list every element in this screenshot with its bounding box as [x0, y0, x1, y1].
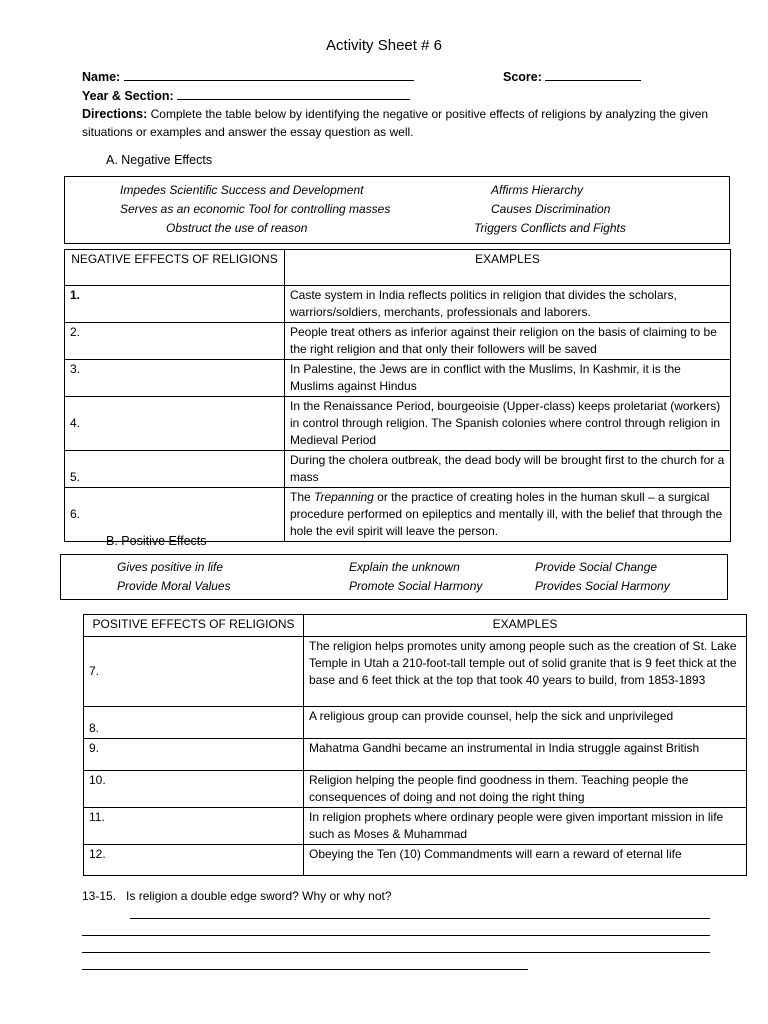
positive-choice: Provide Moral Values	[117, 579, 231, 593]
directions-label: Directions:	[82, 107, 148, 121]
negative-table	[64, 249, 731, 542]
positive-choice: Provide Social Change	[535, 560, 658, 574]
score-row	[503, 67, 641, 84]
table-row	[84, 707, 747, 739]
table-row	[65, 397, 731, 451]
year-section-label: Year & Section:	[82, 89, 174, 103]
row-number: 10.	[89, 773, 106, 787]
example-text: or the practice of creating holes in the human skull – a surgical procedure performed on epileptics and mentally ill, with the belief that through the hole the evil spirit will leave the person.	[290, 490, 723, 538]
row-example: In the Renaissance Period, bourgeoisie (Upper-class) keeps proletariat (workers) in control through religion. The Spanish colonies where control through religion in Medieval Period	[285, 397, 731, 451]
row-number: 2.	[70, 325, 81, 339]
year-section-row	[82, 86, 410, 103]
answer-cell[interactable]	[84, 845, 304, 876]
row-example: The religion helps promotes unity among people such as the creation of St. Lake Temple in Utah a 210-foot-tall temple out of solid granite that is 9 feet thick at the base and 6 feet thick at the top that took 40 years to build, from 1853-1893	[304, 637, 747, 707]
essay-question	[82, 889, 392, 903]
table-header-row	[65, 250, 731, 286]
year-section-field[interactable]	[177, 86, 410, 100]
table-row	[65, 360, 731, 397]
row-example: Caste system in India reflects politics in religion that divides the scholars, warriors/soldiers, merchants, professionals and laborers.	[285, 286, 731, 323]
table-row	[65, 286, 731, 323]
answer-cell[interactable]	[65, 360, 285, 397]
row-example: Religion helping the people find goodness in them. Teaching people the consequences of doing and not doing the right thing	[304, 771, 747, 808]
table-row	[65, 451, 731, 488]
positive-choice: Provides Social Harmony	[535, 579, 670, 593]
positive-choice: Gives positive in life	[117, 560, 224, 574]
score-label: Score:	[503, 70, 542, 84]
essay-answer-line[interactable]	[82, 934, 710, 936]
directions	[82, 105, 722, 141]
negative-choice: Impedes Scientific Success and Development	[120, 183, 364, 197]
answer-cell[interactable]	[65, 397, 285, 451]
negative-col1-header: NEGATIVE EFFECTS OF RELIGIONS	[65, 250, 285, 286]
row-example: People treat others as inferior against their religion on the basis of claiming to be the right religion and that only their followers will be saved	[285, 323, 731, 360]
negative-choice: Causes Discrimination	[491, 202, 611, 216]
negative-choice: Serves as an economic Tool for controlling masses	[120, 202, 391, 216]
essay-number: 13-15.	[82, 889, 117, 903]
answer-cell[interactable]	[84, 707, 304, 739]
table-row	[84, 739, 747, 771]
table-row	[84, 637, 747, 707]
answer-cell[interactable]	[65, 323, 285, 360]
row-example: In Palestine, the Jews are in conflict with the Muslims, In Kashmir, it is the Muslims against Hindus	[285, 360, 731, 397]
row-example: In religion prophets where ordinary people were given important mission in life such as Moses & Muhammad	[304, 808, 747, 845]
negative-choice: Affirms Hierarchy	[491, 183, 584, 197]
positive-col2-header: EXAMPLES	[304, 615, 747, 637]
row-number: 4.	[70, 416, 81, 430]
example-text: The	[290, 490, 315, 504]
score-field[interactable]	[545, 67, 641, 81]
answer-cell[interactable]	[84, 739, 304, 771]
essay-answer-line[interactable]	[130, 917, 710, 919]
row-number: 3.	[70, 362, 81, 376]
negative-choices-box	[64, 176, 730, 244]
positive-choices-box	[60, 554, 728, 600]
row-number: 11.	[89, 810, 105, 824]
positive-choice: Promote Social Harmony	[349, 579, 483, 593]
page-title: Activity Sheet # 6	[326, 37, 442, 54]
positive-table	[83, 614, 747, 876]
negative-choice: Obstruct the use of reason	[166, 221, 308, 235]
row-example: A religious group can provide counsel, help the sick and unprivileged	[304, 707, 747, 739]
negative-heading: A. Negative Effects	[106, 153, 213, 167]
row-number: 1.	[65, 286, 285, 323]
row-number: 8.	[89, 721, 100, 735]
answer-cell[interactable]	[65, 451, 285, 488]
name-row	[82, 67, 414, 84]
table-row	[84, 845, 747, 876]
essay-question-text: Is religion a double edge sword? Why or why not?	[126, 889, 392, 903]
name-field[interactable]	[124, 67, 414, 81]
row-number: 6.	[70, 507, 81, 521]
table-header-row	[84, 615, 747, 637]
table-row	[84, 808, 747, 845]
row-number: 9.	[89, 741, 100, 755]
answer-cell[interactable]	[84, 771, 304, 808]
directions-text: Complete the table below by identifying the negative or positive effects of religions by analyzing the given situations or examples and answer the essay question as well.	[82, 107, 709, 139]
negative-col2-header: EXAMPLES	[285, 250, 731, 286]
positive-col1-header: POSITIVE EFFECTS OF RELIGIONS	[84, 615, 304, 637]
row-example: Mahatma Gandhi became an instrumental in India struggle against British	[304, 739, 747, 771]
answer-cell[interactable]	[84, 637, 304, 707]
row-number: 5.	[70, 470, 81, 484]
essay-answer-line[interactable]	[82, 951, 710, 953]
name-label: Name:	[82, 70, 121, 84]
negative-choice: Triggers Conflicts and Fights	[474, 221, 626, 235]
example-italic-term: Trepanning	[314, 490, 374, 504]
row-example: Obeying the Ten (10) Commandments will earn a reward of eternal life	[304, 845, 747, 876]
row-number: 7.	[89, 664, 100, 678]
row-example	[285, 488, 731, 542]
positive-heading: B. Positive Effects	[106, 534, 207, 548]
row-number: 12.	[89, 847, 106, 861]
row-example: During the cholera outbreak, the dead body will be brought first to the church for a mass	[285, 451, 731, 488]
essay-answer-line[interactable]	[82, 968, 528, 970]
table-row	[65, 323, 731, 360]
answer-cell[interactable]	[84, 808, 304, 845]
positive-choice: Explain the unknown	[349, 560, 460, 574]
table-row	[84, 771, 747, 808]
